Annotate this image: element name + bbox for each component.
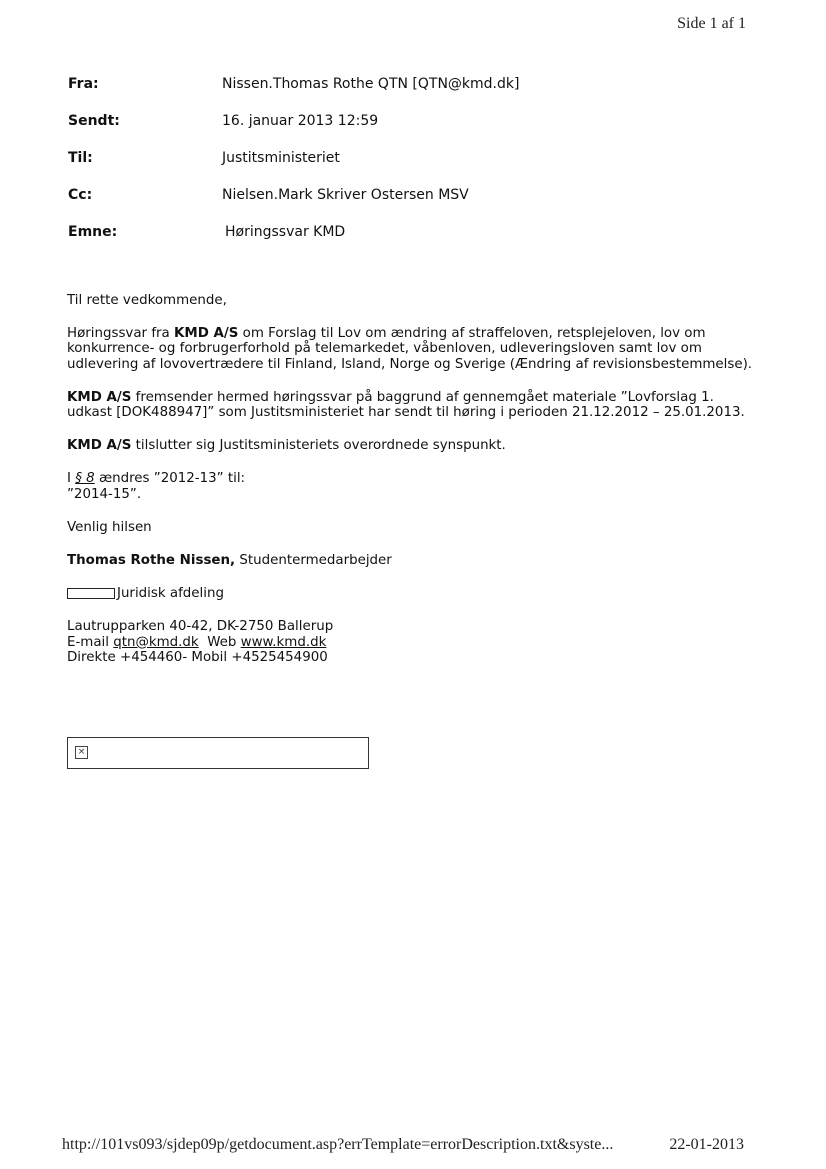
- p4-text-b: ændres ”2012-13” til:: [94, 471, 246, 487]
- from-label: Fra:: [68, 76, 99, 92]
- company-name: KMD A/S: [174, 326, 239, 342]
- paragraph-2: [67, 390, 757, 420]
- email-label: E-mail: [67, 634, 114, 650]
- sent-label: Sendt:: [68, 113, 120, 129]
- footer-date: 22-01-2013: [669, 1136, 744, 1153]
- signature: [67, 553, 757, 568]
- cc-value: Nielsen.Mark Skriver Ostersen MSV: [222, 187, 469, 203]
- to-value: Justitsministeriet: [222, 150, 340, 166]
- address: Lautrupparken 40-42, DK-2750 Ballerup: [67, 619, 334, 635]
- greeting: Til rette vedkommende,: [67, 293, 227, 308]
- web-link[interactable]: www.kmd.dk: [240, 634, 327, 650]
- paragraph-4: [67, 471, 757, 501]
- company-name: KMD A/S: [67, 438, 132, 454]
- broken-image-icon: ×: [75, 746, 88, 759]
- p2-text: fremsender hermed høringssvar på baggrund af gennemgået materiale ”Lovforslag 1. udkast [DOK488947]” som Justitsministeriet har sendt til høring i perioden 21.12.2012 – 25.01.2013.: [67, 389, 745, 421]
- to-label: Til:: [68, 150, 93, 166]
- paragraph-3: [67, 438, 757, 453]
- paragraph-1: [67, 326, 757, 372]
- section-reference: § 8: [75, 471, 95, 487]
- contact-block: [67, 619, 757, 665]
- closing: Venlig hilsen: [67, 519, 152, 535]
- subject-label: Emne:: [68, 224, 118, 240]
- page-number: Side 1 af 1: [677, 15, 746, 32]
- department-line: [67, 586, 757, 601]
- email-body: [67, 293, 757, 683]
- cc-label: Cc:: [68, 187, 93, 203]
- p3-text: tilslutter sig Justitsministeriets overordnede synspunkt.: [131, 438, 506, 454]
- p4-text-a: I: [67, 471, 76, 487]
- footer-url: http://101vs093/sjdep09p/getdocument.asp?errTemplate=errorDescription.txt&syste...: [62, 1136, 614, 1153]
- redaction-box: [67, 588, 115, 599]
- p4-text-c: ”2014-15”.: [67, 486, 142, 502]
- signature-title: Studentermedarbejder: [235, 553, 392, 569]
- signature-name: Thomas Rothe Nissen,: [67, 553, 236, 569]
- subject-value: Høringssvar KMD: [225, 224, 346, 240]
- web-label: Web: [198, 634, 241, 650]
- sent-value: 16. januar 2013 12:59: [222, 113, 379, 129]
- broken-image-placeholder: [67, 737, 369, 769]
- p1-text-a: Høringssvar fra: [67, 326, 175, 342]
- from-value: Nissen.Thomas Rothe QTN [QTN@kmd.dk]: [222, 76, 520, 92]
- phone-numbers: Direkte +454460- Mobil +4525454900: [67, 649, 328, 665]
- email-link[interactable]: qtn@kmd.dk: [113, 634, 199, 650]
- department: Juridisk afdeling: [117, 586, 224, 602]
- company-name: KMD A/S: [67, 389, 132, 405]
- p1-text-b: om Forslag til Lov om ændring af straffeloven, retsplejeloven, lov om konkurrence- og forbrugerforhold på telemarkedet, våbenloven, udleveringsloven samt lov om udlevering af lovovertrædere til Finland, Island, Norge og Sverige (Ændring af revisionsbestemmelse).: [67, 326, 753, 372]
